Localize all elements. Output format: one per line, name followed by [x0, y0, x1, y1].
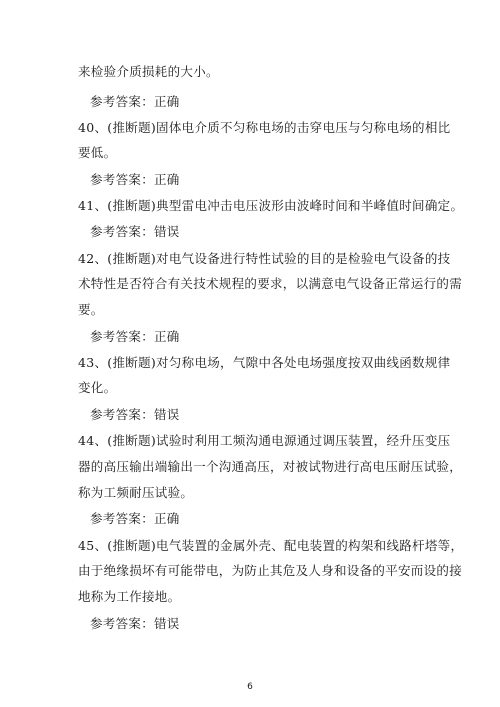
question-40-line-2: 要低。	[78, 145, 117, 160]
question-42-line-2: 术特性是否符合有关技术规程的要求，以满意电气设备正常运行的需	[78, 276, 463, 291]
answer-line: 参考答案：错误	[90, 407, 180, 422]
question-45-line-1: 45、(推断题)电气装置的金属外壳、配电装置的构架和线路杆塔等，	[78, 538, 464, 553]
question-44-line-3: 称为工频耐压试验。	[78, 485, 194, 500]
question-42-line-1: 42、(推断题)对电气设备进行特性试验的目的是检验电气设备的技	[78, 251, 451, 266]
question-44-line-1: 44、(推断题)试验时利用工频沟通电源通过调压装置，经升压变压	[78, 433, 451, 448]
question-45-line-2: 由于绝缘损坏有可能带电，为防止其危及人身和设备的平安而设的接	[78, 563, 463, 578]
answer-line: 参考答案：正确	[90, 94, 180, 109]
text-line: 来检验介质损耗的大小。	[78, 64, 219, 79]
answer-line: 参考答案：正确	[90, 172, 180, 187]
question-42-line-3: 要。	[78, 302, 104, 317]
question-43-line-1: 43、(推断题)对匀称电场，气隙中各处电场强度按双曲线函数规律	[78, 355, 451, 370]
answer-line: 参考答案：错误	[90, 224, 180, 239]
question-45-line-3: 地称为工作接地。	[78, 589, 181, 604]
answer-line: 参考答案：正确	[90, 329, 180, 344]
question-40-line-1: 40、(推断题)固体电介质不匀称电场的击穿电压与匀称电场的相比	[78, 120, 451, 135]
question-44-line-2: 器的高压输出端输出一个沟通高压，对被试物进行高电压耐压试验，	[78, 459, 463, 474]
page-number: 6	[247, 682, 253, 692]
answer-line: 参考答案：错误	[90, 616, 180, 631]
question-41-line-1: 41、(推断题)典型雷电冲击电压波形由波峰时间和半峰值时间确定。	[78, 198, 464, 213]
answer-line: 参考答案：正确	[90, 511, 180, 526]
question-43-line-2: 变化。	[78, 380, 117, 395]
